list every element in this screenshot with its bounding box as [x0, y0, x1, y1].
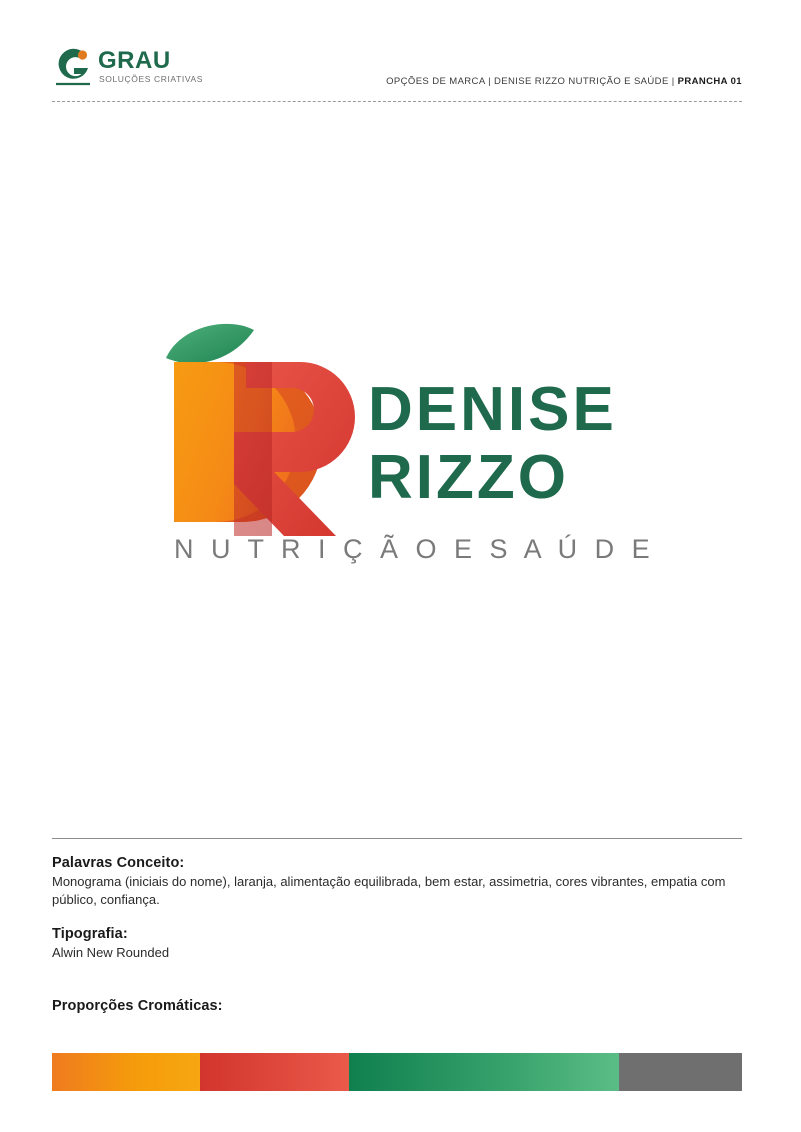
color-swatch-gray	[619, 1053, 742, 1091]
color-swatch-green	[349, 1053, 619, 1091]
grau-tagline: SOLUÇÕES CRIATIVAS	[99, 74, 204, 84]
header-meta-prefix: OPÇÕES DE MARCA | DENISE RIZZO NUTRIÇÃO E SAÚDE |	[386, 76, 678, 87]
page-header	[52, 44, 742, 102]
concept-words-body: Monograma (iniciais do nome), laranja, alimentação equilibrada, bem estar, assimetria, cores vibrantes, empatia com público, confiança.	[52, 874, 726, 907]
typography-title: Tipografia:	[52, 926, 128, 943]
content-divider	[52, 838, 742, 839]
header-divider	[52, 101, 742, 102]
color-swatch-red	[200, 1053, 348, 1091]
chromatic-proportions-title: Proporções Cromáticas:	[52, 997, 223, 1014]
header-meta	[386, 76, 742, 87]
brand-tagline: N U T R I Ç Ã O E S A Ú D E	[174, 534, 650, 564]
color-proportions-bar	[52, 1053, 742, 1091]
leaf-icon	[166, 324, 254, 363]
brand-logo-svg	[150, 300, 650, 590]
concept-words-title: Palavras Conceito:	[52, 855, 185, 871]
monogram-r-shape	[234, 362, 355, 536]
grau-logo	[52, 44, 252, 92]
header-meta-plate: PRANCHA 01	[677, 76, 742, 87]
brand-logo-artwork	[150, 300, 650, 590]
notes-section	[52, 838, 742, 1016]
spacer	[52, 962, 742, 998]
grau-wordmark: GRAU	[98, 47, 171, 74]
typography-body: Alwin New Rounded	[52, 945, 170, 961]
grau-logo-mark-icon	[52, 46, 94, 88]
spacer	[52, 908, 742, 926]
brand-name-line1: DENISE	[368, 375, 617, 444]
brand-name-line2: RIZZO	[368, 443, 569, 512]
color-swatch-orange	[52, 1053, 200, 1091]
